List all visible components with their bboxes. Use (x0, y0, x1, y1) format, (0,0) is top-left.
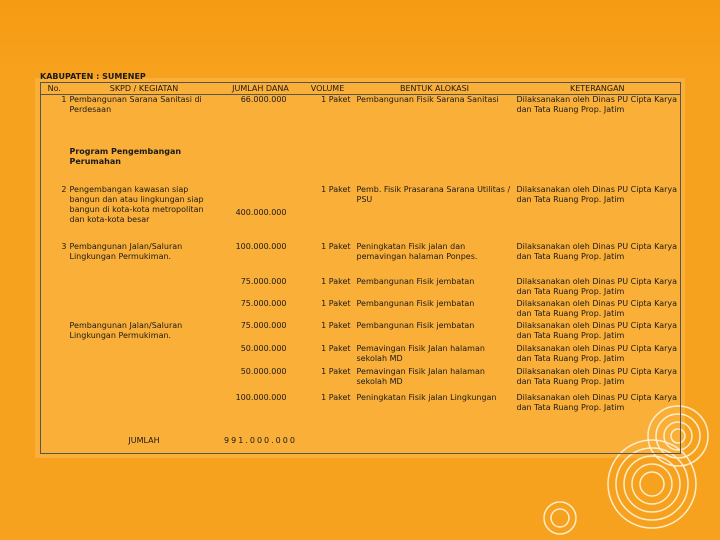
total-row (41, 436, 681, 454)
row-volume: 1 Paket (321, 298, 351, 308)
col-header-no: No. (41, 83, 68, 95)
program-row (41, 147, 681, 185)
row-no: 2 (61, 184, 67, 194)
row-dana: 400.000.000 (235, 208, 287, 217)
row-volume: 1 Paket (321, 95, 351, 104)
col-header-keterangan: KETERANGAN (515, 83, 681, 95)
row-keterangan: Dilaksanakan oleh Dinas PU Cipta Karya dan Tata Ruang Prop. Jatim (516, 184, 678, 204)
table-header-row (41, 83, 681, 95)
row-bentuk: Pembangunan Fisik jembatan (356, 298, 475, 308)
row-keterangan: Dilaksanakan oleh Dinas PU Cipta Karya dan Tata Ruang Prop. Jatim (516, 95, 678, 114)
table-row (41, 242, 681, 277)
col-header-volume: VOLUME (301, 83, 355, 95)
row-keterangan: Dilaksanakan oleh Dinas PU Cipta Karya dan Tata Ruang Prop. Jatim (516, 366, 678, 386)
table-row (41, 185, 681, 242)
table-row (41, 393, 681, 436)
budget-table-container (40, 72, 680, 454)
col-header-jumlah-dana: JUMLAH DANA (221, 83, 301, 95)
table-row (41, 321, 681, 344)
row-keterangan: Dilaksanakan oleh Dinas PU Cipta Karya dan Tata Ruang Prop. Jatim (516, 298, 678, 318)
row-keterangan: Dilaksanakan oleh Dinas PU Cipta Karya dan Tata Ruang Prop. Jatim (516, 343, 678, 363)
row-volume: 1 Paket (321, 276, 351, 286)
total-label: JUMLAH (128, 435, 160, 445)
row-kegiatan: Pembangunan Jalan/Saluran Lingkungan Permukiman. (69, 241, 183, 261)
row-volume: 1 Paket (321, 184, 351, 194)
row-dana: 75.000.000 (240, 276, 287, 286)
row-no: 3 (61, 241, 67, 251)
table-row (41, 299, 681, 321)
budget-table (40, 82, 681, 454)
row-bentuk: Pembangunan Fisik Sarana Sanitasi (356, 95, 499, 104)
row-dana: 75.000.000 (240, 320, 287, 330)
row-volume: 1 Paket (321, 392, 351, 402)
table-row (41, 277, 681, 299)
row-dana: 100.000.000 (235, 241, 287, 251)
row-dana: 50.000.000 (240, 343, 287, 353)
row-volume: 1 Paket (321, 343, 351, 353)
col-header-skpd: SKPD / KEGIATAN (68, 83, 221, 95)
header-band (0, 0, 720, 78)
row-bentuk: Peningkatan Fisik jalan Lingkungan (356, 392, 497, 402)
row-volume: 1 Paket (321, 366, 351, 376)
row-dana: 100.000.000 (235, 392, 287, 402)
row-kegiatan: Pembangunan Jalan/Saluran Lingkungan Permukiman. (69, 320, 183, 340)
table-row (41, 367, 681, 393)
table-row (41, 344, 681, 367)
row-bentuk: Peningkatan Fisik jalan dan pemavingan halaman Ponpes. (356, 241, 478, 261)
row-no: 1 (61, 95, 67, 104)
row-dana: 66.000.000 (240, 95, 287, 104)
total-value: 991.000.000 (224, 435, 297, 445)
row-bentuk: Pembangunan Fisik jembatan (356, 320, 475, 330)
row-keterangan: Dilaksanakan oleh Dinas PU Cipta Karya dan Tata Ruang Prop. Jatim (516, 320, 678, 340)
row-bentuk: Pemavingan Fisik Jalan halaman sekolah MD (356, 343, 485, 363)
row-bentuk: Pembangunan Fisik jembatan (356, 276, 475, 286)
row-kegiatan: Pembangunan Sarana Sanitasi di Perdesaan (69, 95, 202, 114)
program-title: Program Pengembangan Perumahan (69, 146, 182, 166)
row-volume: 1 Paket (321, 320, 351, 330)
row-keterangan: Dilaksanakan oleh Dinas PU Cipta Karya dan Tata Ruang Prop. Jatim (516, 392, 678, 412)
row-bentuk: Pemb. Fisik Prasarana Sarana Utilitas / PSU (356, 184, 511, 204)
row-keterangan: Dilaksanakan oleh Dinas PU Cipta Karya dan Tata Ruang Prop. Jatim (516, 276, 678, 296)
kabupaten-caption: KABUPATEN : SUMENEP (40, 72, 146, 81)
row-volume: 1 Paket (321, 241, 351, 251)
row-keterangan: Dilaksanakan oleh Dinas PU Cipta Karya dan Tata Ruang Prop. Jatim (516, 241, 678, 261)
row-dana: 75.000.000 (240, 298, 287, 308)
row-dana: 50.000.000 (240, 366, 287, 376)
col-header-bentuk-alokasi: BENTUK ALOKASI (355, 83, 515, 95)
row-kegiatan: Pengembangan kawasan siap bangun dan atau lingkungan siap bangun di kota-kota metropolitan dan kota-kota besar (69, 184, 204, 224)
row-bentuk: Pemavingan Fisik Jalan halaman sekolah MD (356, 366, 485, 386)
table-row (41, 95, 681, 147)
